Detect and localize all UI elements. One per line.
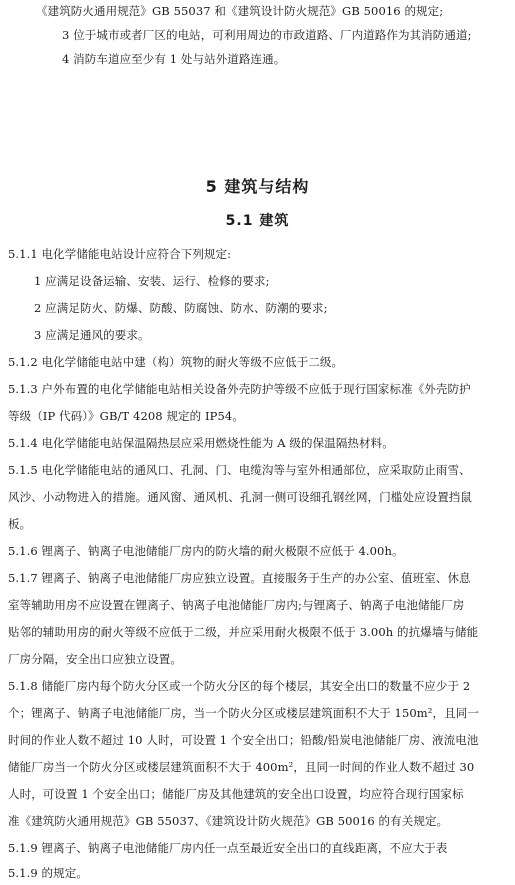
clause-5-1-7: 5.1.7 锂离子、钠离子电池储能厂房应独立设置。直接服务于生产的办公室、值班室、休息 — [8, 571, 471, 585]
clause-5-1-7-cont-2: 贴邻的辅助用房的耐火等级不应低于二级，并应采用耐火极限不低于 3.00h 的抗爆墙与储能 — [8, 625, 479, 639]
clause-5-1-1-item-2: 2 应满足防火、防爆、防酸、防腐蚀、防水、防潮的要求; — [34, 301, 328, 315]
clause-5-1-7-end: 厂房分隔，安全出口应独立设置。 — [8, 652, 182, 666]
clause-5-1-8-cont-4: 人时，可设置 1 个安全出口；储能厂房及其他建筑的安全出口设置，均应符合现行国家标 — [8, 787, 464, 801]
list-item-3: 3 位于城市或者厂区的电站，可利用周边的市政道路、厂内道路作为其消防通道; — [62, 28, 472, 42]
clause-5-1-6: 5.1.6 锂离子、钠离子电池储能厂房内的防火墙的耐火极限不应低于 4.00h。 — [8, 544, 404, 558]
clause-5-1-7-cont-1: 室等辅助用房不应设置在锂离子、钠离子电池储能厂房内;与锂离子、钠离子电池储能厂房 — [8, 598, 465, 612]
clause-5-1-8-end: 准《建筑防火通用规范》GB 55037、《建筑设计防火规范》GB 50016 的有关规定。 — [8, 814, 449, 828]
clause-5-1-9: 5.1.9 锂离子、钠离子电池储能厂房内任一点至最近安全出口的直线距离，不应大于表 — [8, 841, 448, 855]
clause-5-1-2: 5.1.2 电化学储能电站中建（构）筑物的耐火等级不应低于二级。 — [8, 355, 344, 369]
clause-5-1-5-cont: 风沙、小动物进入的措施。通风窗、通风机、孔洞一侧可设细孔钢丝网，门槛处应设置挡鼠 — [8, 490, 472, 504]
section-title: 5.1 建筑 — [225, 213, 290, 229]
clause-5-1-5: 5.1.5 电化学储能电站的通风口、孔洞、门、电缆沟等与室外相通部位，应采取防止雨雪、 — [8, 463, 471, 477]
clause-5-1-5-end: 板。 — [8, 517, 32, 531]
text-line-continuation: 《建筑防火通用规范》GB 55037 和《建筑设计防火规范》GB 50016 的规定; — [36, 4, 444, 18]
list-item-4: 4 消防车道应至少有 1 处与站外道路连通。 — [62, 52, 286, 66]
clause-5-1-8-cont-2: 时间的作业人数不超过 10 人时，可设置 1 个安全出口；铅酸/铅炭电池储能厂房、液流电池 — [8, 733, 479, 747]
clause-5-1-1: 5.1.1 电化学储能电站设计应符合下列规定: — [8, 247, 232, 261]
clause-5-1-3: 5.1.3 户外布置的电化学储能电站相关设备外壳防护等级不应低于现行国家标准《外壳防护 — [8, 382, 471, 396]
clause-5-1-8-cont-3: 储能厂房当一个防火分区或楼层建筑面积不大于 400m²，且同一时间的作业人数不超过 30 — [8, 760, 475, 774]
chapter-title: 5 建筑与结构 — [205, 177, 310, 196]
clause-5-1-1-item-1: 1 应满足设备运输、安装、运行、检修的要求; — [34, 274, 270, 288]
clause-5-1-3-cont: 等级（IP 代码）》GB/T 4208 规定的 IP54。 — [8, 409, 244, 423]
clause-5-1-9-end: 5.1.9 的规定。 — [8, 866, 88, 880]
clause-5-1-8: 5.1.8 储能厂房内每个防火分区或一个防火分区的每个楼层，其安全出口的数量不应少于 2 — [8, 679, 471, 693]
clause-5-1-8-cont-1: 个；锂离子、钠离子电池储能厂房，当一个防火分区或楼层建筑面积不大于 150m²，且同一 — [8, 706, 479, 720]
clause-5-1-4: 5.1.4 电化学储能电站保温隔热层应采用燃烧性能为 A 级的保温隔热材料。 — [8, 436, 394, 450]
clause-5-1-1-item-3: 3 应满足通风的要求。 — [34, 328, 150, 342]
